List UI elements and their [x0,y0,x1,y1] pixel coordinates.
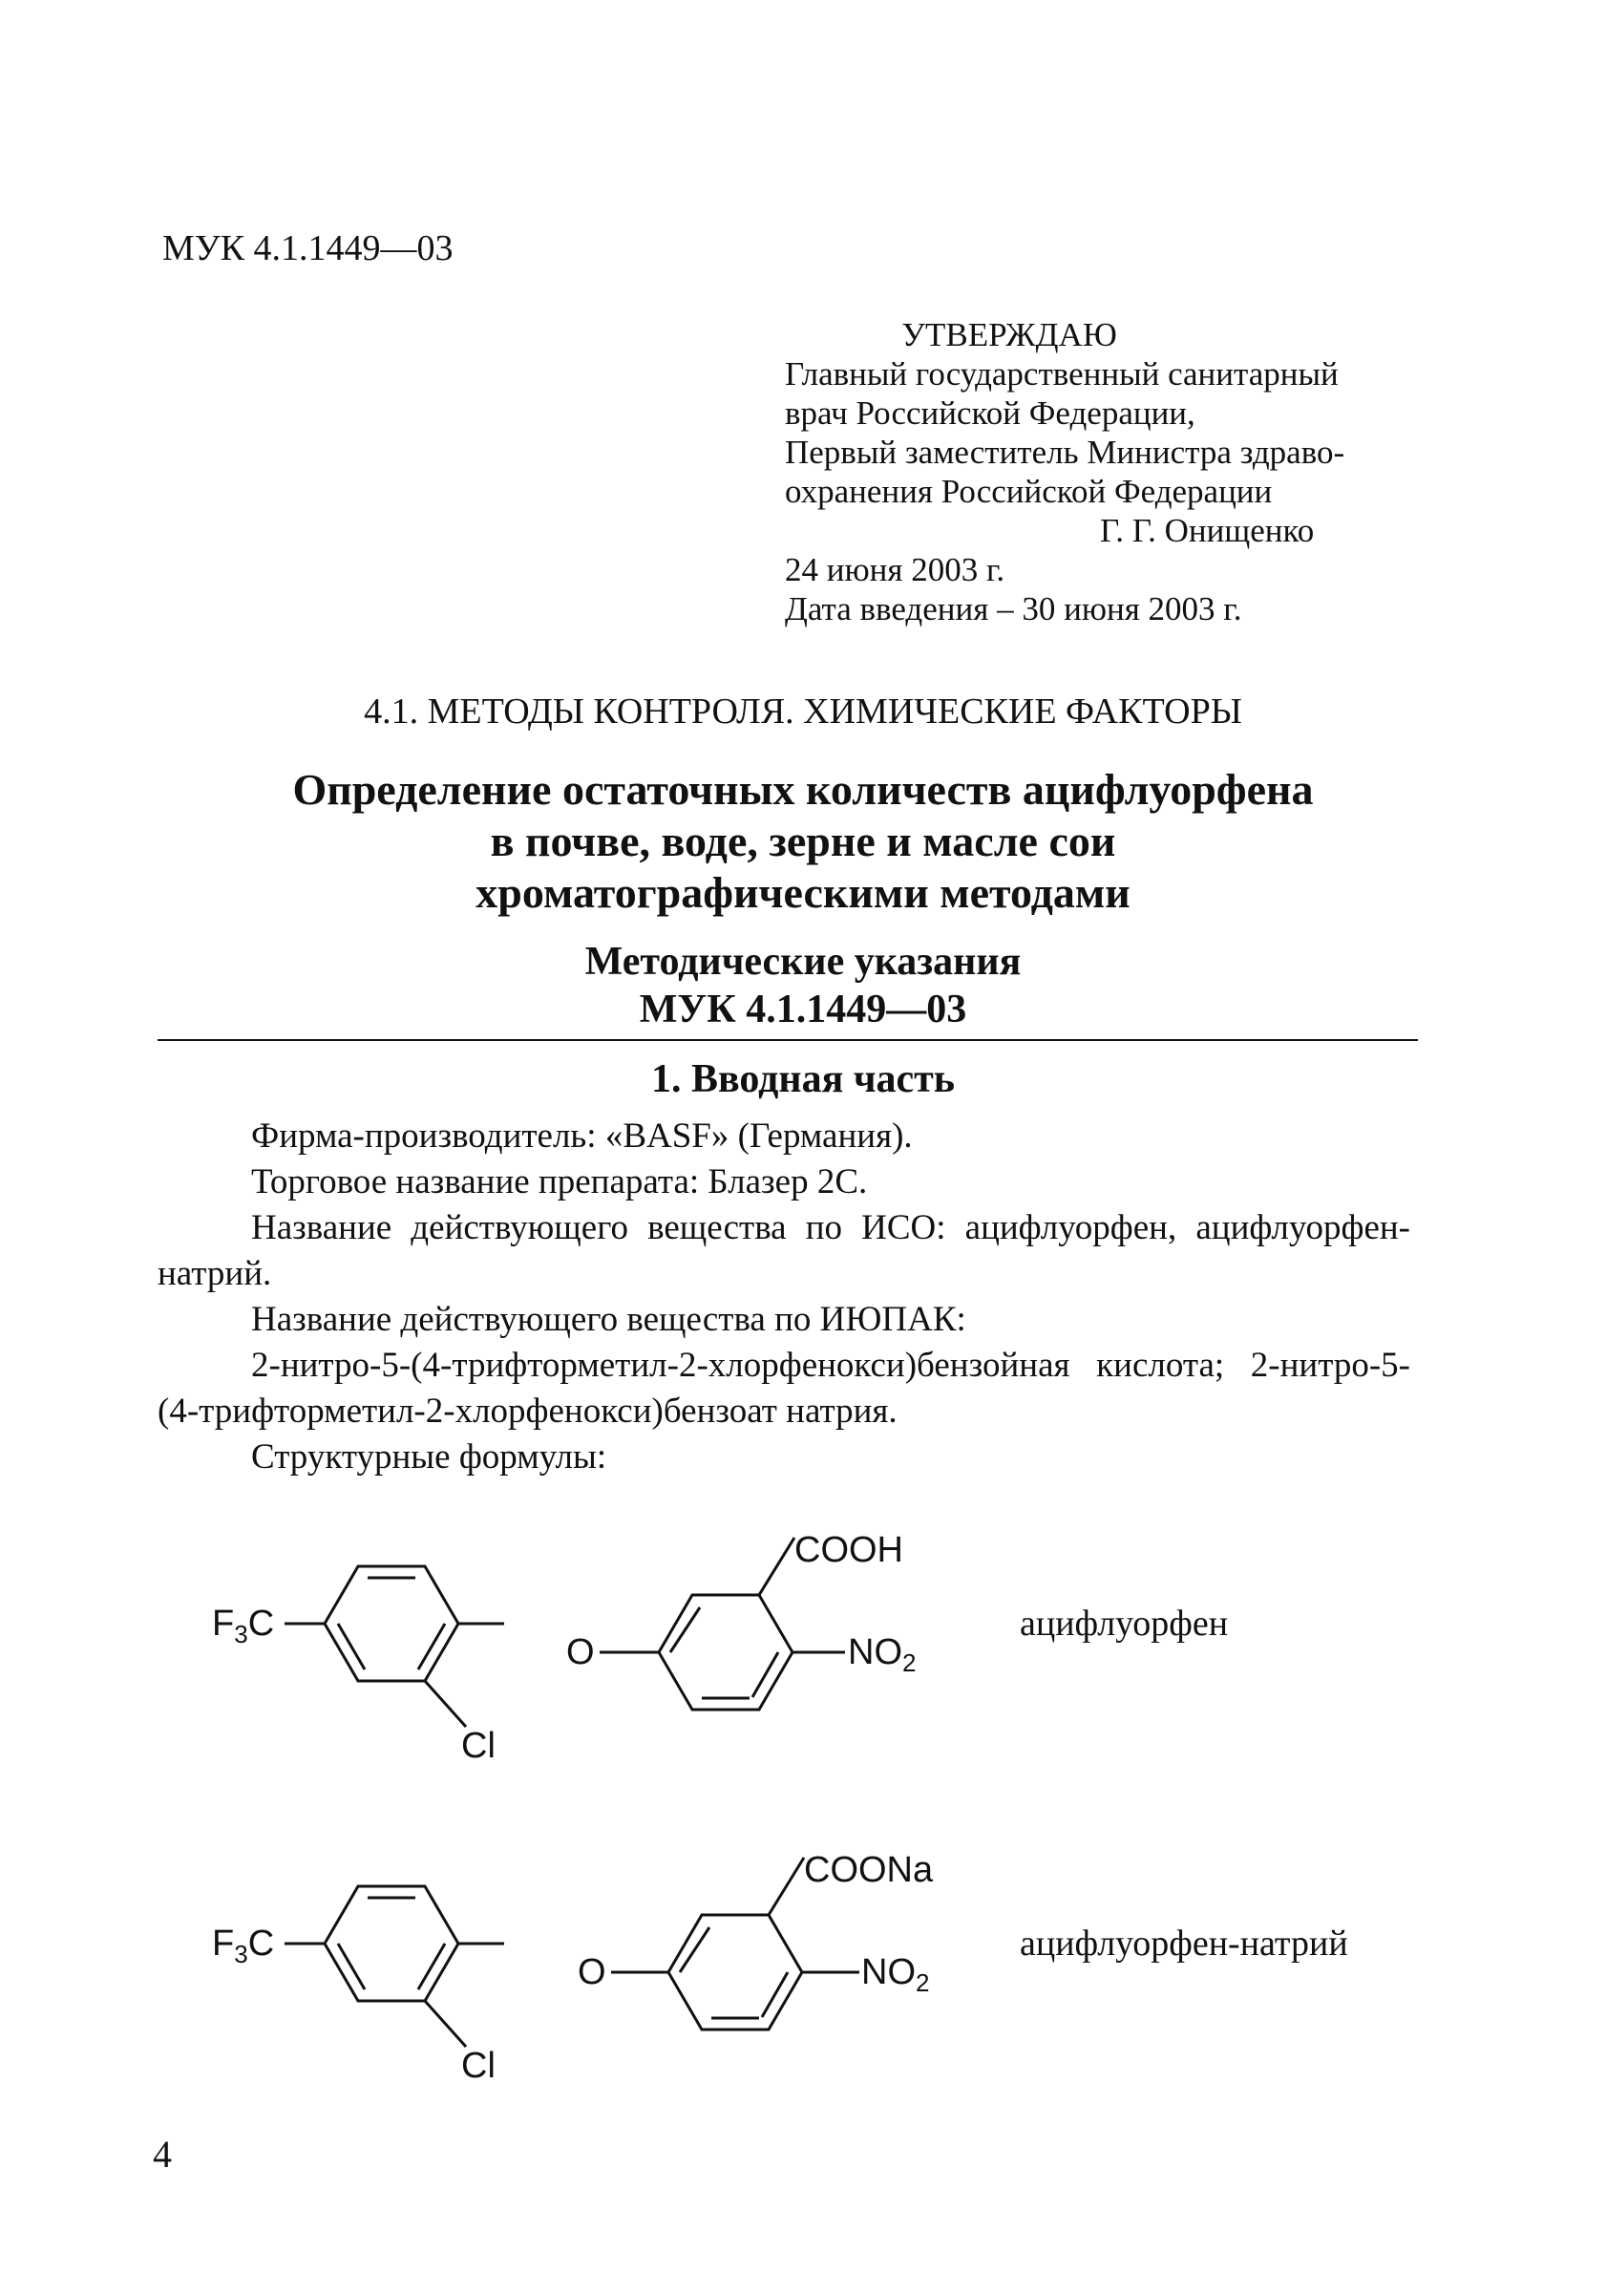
approval-effective-date: Дата введения – 30 июня 2003 г. [785,590,1242,627]
intro-heading: 1. Вводная часть [650,1057,956,1101]
approval-line: охранения Российской Федерации [785,473,1273,510]
intro-body [158,1114,1410,1480]
approval-date: 24 июня 2003 г. [785,551,1005,588]
cf3-group: $F_3C$ [212,1924,275,1968]
intro-paragraph: Фирма-производитель: «BASF» (Германия). [251,1116,913,1156]
approval-line: Главный государственный санитарный [785,355,1339,393]
approval-line: Первый заместитель Министра здраво- [785,434,1345,471]
carboxyl-group: COOH [794,1530,903,1570]
intro-paragraph: Название действующего вещества по ИСО: ацифлуорфен, ацифлуорфен-натрий. [158,1208,1410,1293]
intro-paragraph: 2-нитро-5-(4-трифторметил-2-хлорфенокси)бензойная кислота; 2-нитро-5-(4-трифторметил-2-хлорфенокси)бензоат натрия. [158,1346,1410,1431]
nitro-group: $NO_2$ [861,1952,930,1997]
document-code: МУК 4.1.1449—03 [162,228,454,268]
chlorophenyl-ring [285,1566,504,1727]
subtitle-line: МУК 4.1.1449—03 [639,988,967,1031]
carboxylate-group: COONa [804,1850,934,1890]
intro-paragraph: Торговое название препарата: Блазер 2С. [251,1162,868,1201]
approval-heading: УТВЕРЖДАЮ [901,316,1117,353]
nitro-group: $NO_2$ [848,1632,917,1677]
approval-block [785,315,1434,628]
ether-oxygen: O [578,1952,606,1992]
ether-oxygen: O [566,1632,595,1672]
horizontal-rule [158,1039,1418,1041]
structural-formula-acifluorfen-sodium [0,1839,1606,2154]
title-line: Определение остаточных количеств ацифлуорфена [292,765,1314,814]
page-number: 4 [153,2133,172,2176]
title-line: в почве, воде, зерне и масле сои [490,817,1116,865]
intro-paragraph: Название действующего вещества по ИЮПАК: [251,1300,966,1339]
compound-name: ацифлуорфен [1020,1604,1229,1644]
approval-signatory: Г. Г. Онищенко [1100,512,1315,549]
compound-name: ацифлуорфен-натрий [1020,1924,1348,1964]
section-title: 4.1. МЕТОДЫ КОНТРОЛЯ. ХИМИЧЕСКИЕ ФАКТОРЫ [364,691,1242,732]
chloro-group: Cl [461,2046,496,2086]
document-subtitle [0,938,1606,1033]
intro-paragraph: Структурные формулы: [251,1437,607,1477]
subtitle-line: Методические указания [584,940,1022,984]
title-line: хроматографическими методами [475,868,1131,917]
document-title [0,764,1606,919]
chlorophenyl-ring [285,1886,504,2047]
structural-formula-acifluorfen [0,1519,1606,1834]
cf3-group: $F_3C$ [212,1604,275,1648]
chloro-group: Cl [461,1726,496,1766]
approval-line: врач Российской Федерации, [785,394,1195,432]
